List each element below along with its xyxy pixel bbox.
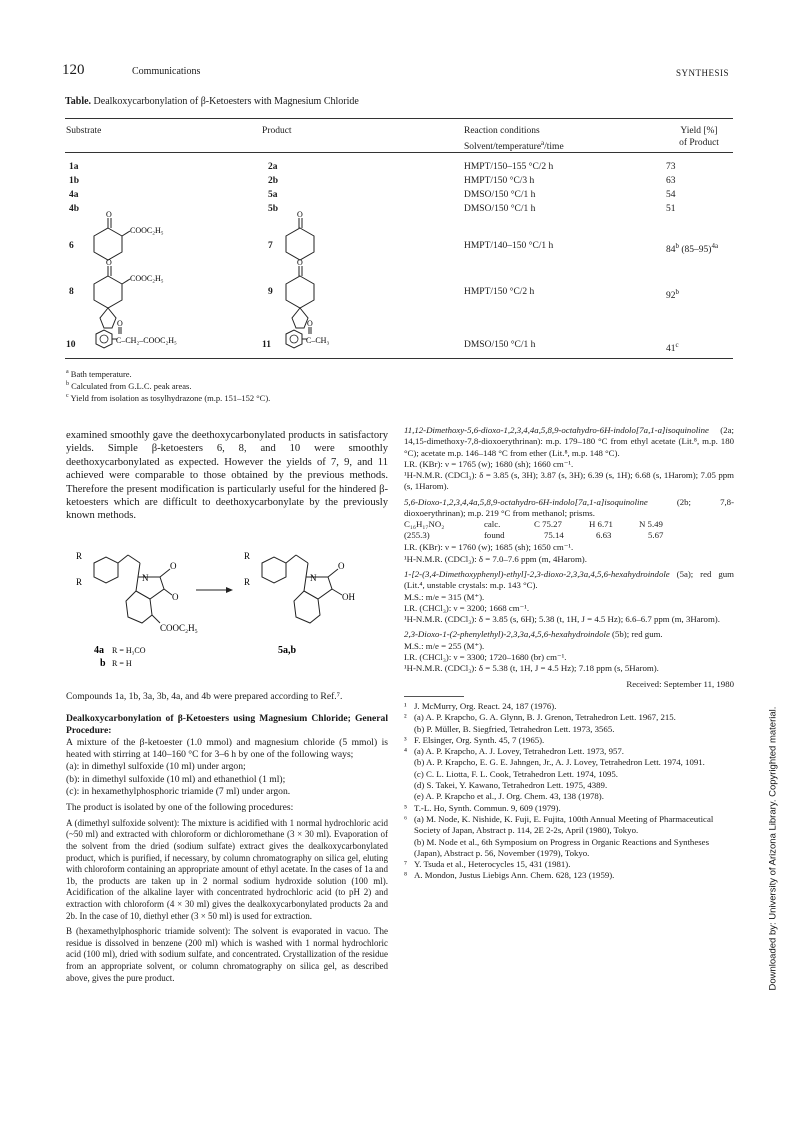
table-row-yield: 84$^b$ $(85-95)^{4a}$ (666, 242, 719, 256)
reference-item: (b) A. P. Krapcho, E. G. E. Jahngen, Jr., A. J. Lovey, Tetrahedron Lett. 1974, 1091. (414, 757, 705, 768)
structure-10 (84, 319, 254, 354)
n-label: N (310, 573, 317, 583)
table-header-rule (65, 152, 733, 153)
table-row-substrate: 6 (69, 241, 74, 251)
reference-item: ² (a) A. P. Krapcho, G. A. Glynn, B. J. Grenon, Tetrahedron Lett. 1967, 215. (404, 712, 676, 723)
oxygen-label: O (297, 210, 303, 219)
r-label: R (76, 551, 83, 561)
table-row-yield: 41$^c$ (666, 341, 679, 355)
table-row-conditions: HMPT/140–150 °C/1 h (464, 241, 554, 251)
elemental-analysis: C₁₆H₁₇NO₂ (255.3) calc. found C 75.27 75.14 H 6.71 6.63 N 5.49 5.67 (404, 519, 664, 541)
journal-name: SYNTHESIS (675, 68, 729, 78)
table-row-substrate: 4a (69, 190, 79, 200)
o-label: O (172, 592, 179, 602)
reference-item: ⁵ T.-L. Ho, Synth. Commun. 9, 609 (1979). (404, 802, 561, 813)
table-row-substrate: 1a (69, 162, 79, 172)
table-row-conditions: HMPT/150 °C/3 h (464, 176, 535, 186)
table-row-conditions: HMPT/150–155 °C/2 h (464, 162, 554, 172)
table-row-substrate: 1b (69, 176, 80, 186)
reference-item: ⁷ Y. Tsuda et al., Heterocycles 15, 431 (1981). (404, 859, 571, 870)
table-row-substrate: 4b (69, 204, 80, 214)
r-label: R (76, 577, 83, 587)
reaction-scheme (66, 545, 386, 675)
body-paragraph: examined smoothly gave the deethoxycarbonylated products in satisfactory yields. Simple β-ketoesters 6, 8, and 10 were smoothly deethoxycarbonylated as expected. However the yields of 7, 9, and 11 achieved were comparable to those obtained by the previous methods. Therefore the present modification is particularly useful for the hindered β-ketoesters which are difficult to deethoxycarbonylate by the previously known methods. (66, 430, 388, 522)
header-conditions: Reaction conditions Solvent/temperature$^a$/time (464, 126, 564, 153)
table-row-yield: 63 (666, 176, 676, 186)
chain-label: C–CH₃ (306, 336, 330, 345)
table-row-product: 5b (268, 204, 279, 214)
table-row-product: 2a (268, 162, 278, 172)
oxygen-label: O (106, 210, 112, 219)
table-row-substrate: 10 (66, 340, 76, 350)
section-title: Communications (132, 66, 201, 77)
left-text: Compounds 1a, 1b, 3a, 3b, 4a, and 4b were prepared according to Ref.⁷. Dealkoxycarbonylation of β-Ketoesters using Magnesium Chloride; General Procedure: A mixture of the β-ketoester (1.0 mmol) and magnesium chloride (5 mmol) is heated with stirring at 140–160 °C for 3–6 h by one of the following ways; (a): in dimethyl sulfoxide (10 ml) under argon; (b): in dimethyl sulfoxide (10 ml) and ethanethiol (1 ml); (c): in hexamethylphosphoric triamide (7 ml) under argon. The product is isolated by one of the following procedures: A (dimethyl sulfoxide solvent): The mixture is acidified with 1 normal hydrochloric acid (~50 ml) and extracted with chloroform or dichloromethane (3 × 30 ml). Evaporation of the solvent from the dried (sodium sulfate) extract gives the dealkoxycarbonylated product, which is purified, if necessary, by column chromatography on silica gel, eluting with chloroform containing an appropriate amount of ethyl acetate. In the cases of 1a and 1b, the products are taken up in 2 normal sodium hydroxide solution (100 ml). Acidification of the alkaline layer with concentrated hydrochloric acid (to pH 2) and extraction with chloroform (4 × 30 ml) gives the dealkoxycarbonylated products 2a and 2b. In the case of 10, diethyl ether (3 × 50 ml) is used for extraction. B (hexamethylphosphoric triamide solvent): The solvent is evaporated in vacuo. The residue is dissolved in benzene (200 ml) which is washed with 1 normal hydrochloric acid (100 ml), dried with sodium sulfate, and concentrated. Crystallization of the residue from an appropriate solvent, or column chromatography on silica gel, as described above, gives the pure product. (66, 691, 388, 983)
table-row-product: 5a (268, 190, 278, 200)
header-product: Product (262, 126, 292, 136)
table-footnote: $^a$ Bath temperature. (66, 368, 132, 379)
table-row-product: 2b (268, 176, 279, 186)
oxygen-label: O (106, 258, 112, 267)
table-row-product: 7 (268, 241, 273, 251)
table-row-substrate: 8 (69, 287, 74, 297)
ester-label: COOC₂H₅ (130, 226, 164, 235)
structure-11 (274, 319, 354, 354)
table-row-yield: 92$^b$ (666, 288, 679, 302)
reference-item: (d) S. Takei, Y. Kawano, Tetrahedron Lett. 1975, 4389. (414, 780, 608, 791)
table-row-product: 11 (262, 340, 271, 350)
reference-item: (c) C. L. Liotta, F. L. Cook, Tetrahedron Lett. 1974, 1095. (414, 768, 618, 779)
r-label: R (244, 551, 251, 561)
table-row-yield: 51 (666, 204, 676, 214)
substituent-label: R = H₃CO (112, 646, 146, 655)
header-yield: Yield [%] of Product (679, 126, 719, 148)
table-footnote: $^c$ Yield from isolation as tosylhydrazone (m.p. 151–152 °C). (66, 392, 271, 403)
compound-label: 4a (94, 645, 104, 656)
table-row-product: 9 (268, 287, 273, 297)
table-row-conditions: DMSO/150 °C/1 h (464, 340, 536, 350)
table-bottom-rule (65, 358, 733, 359)
reference-item: ¹ J. McMurry, Org. React. 24, 187 (1976). (404, 700, 557, 711)
o-label: O (170, 561, 177, 571)
table-row-conditions: HMPT/150 °C/2 h (464, 287, 535, 297)
reference-item: ⁴ (a) A. P. Krapcho, A. J. Lovey, Tetrahedron Lett. 1973, 957. (404, 746, 624, 757)
oxygen-label: O (307, 319, 313, 328)
reference-item: (b) P. Müller, B. Siegfried, Tetrahedron Lett. 1973, 3565. (414, 723, 615, 734)
r-label: R (244, 577, 251, 587)
compound-label: b (100, 658, 106, 669)
table-row-yield: 54 (666, 190, 676, 200)
structure-7 (280, 210, 330, 269)
compound-label: 5a,b (278, 645, 297, 656)
download-watermark: Downloaded by: University of Arizona Library. Copyrighted material. (767, 706, 779, 991)
header-substrate: Substrate (66, 126, 102, 136)
right-text: 11,12-Dimethoxy-5,6-dioxo-1,2,3,4,4a,5,8,9-octahydro-6H-indolo[7a,1-a]isoquinoline (2a; 14,15-dimethoxy-7,8-dioxoerythrinan): m.p. 179–180 °C from ethyl acetate (Lit.⁸, m.p. 180 °C); acetate m.p. 146–148 °C from ether (Lit.⁸, m.p. 148 °C). I.R. (KBr): ν = 1765 (w); 1680 (sh); 1660 cm⁻¹. ¹H-N.M.R. (CDCl₃): δ = 3.85 (s, 3H); 3.87 (s, 3H); 6.39 (s, 1H); 6.68 (s, 1Harom); 7.05 ppm (s, 1Harom). 5,6-Dioxo-1,2,3,4,4a,5,8,9-octahydro-6H-indolo[7a,1-a]isoquinoline (2b; 7,8-dioxoerythrinan); m.p. 219 °C from methanol; prisms. C₁₆H₁₇NO₂ (255.3) calc. found C 75.27 75.14 H 6.71 6.63 N 5.49 5.67 I.R. (KBr): ν = 1760 (w); 1685 (sh); 1650 cm⁻¹. ¹H-N.M.R. (CDCl₃): δ = 7.0–7.6 ppm (m, 4Harom). 1-[2-(3,4-Dimethoxyphenyl)-ethyl]-2,3-dioxo-2,3,3a,4,5,6-hexahydroindole (5a); red gum (Lit.⁴, unstable crystals: m.p. 143 °C). M.S.: m/e = 315 (M⁺). I.R. (CHCl₃): ν = 3200; 1668 cm⁻¹. ¹H-N.M.R. (CDCl₃): δ = 3.85 (s, 6H); 5.38 (t, 1H, J = 4.5 Hz); 6.6–6.7 ppm (m, 3Harom). 2,3-Dioxo-1-(2-phenylethyl)-2,3,3a,4,5,6-hexahydroindole (5b); red gum. M.S.: m/e = 255 (M⁺). I.R. (CHCl₃): ν = 3300; 1720–1680 (br) cm⁻¹. ¹H-N.M.R. (CDCl₃): δ = 5.38 (t, 1H, J = 4.5 Hz); 7.18 ppm (s, 5Harom). Received: September 11, 1980 ¹ J. McMurry, Org. React. 24, 187 (1976). ² (a) A. P. Krapcho, G. A. Glynn, B. J. Grenon, Tetrahedron Lett. 1967, 215. (b) P. Müller, B. Siegfried, Tetrahedron Lett. 1973, 3565. ³ F. Elsinger, Org. Synth. 45, 7 (1965). ⁴ (a) A. P. Krapcho, A. J. Lovey, Tetrahedron Lett. 1973, 957. (b) A. P. Krapcho, E. G. E. Jahngen, Jr., A. J. Lovey, Tetrahedron Lett. 1974, 1091. (c) C. L. Liotta, F. L. Cook, Tetrahedron Lett. 1974, 1095. (d) S. Takei, Y. Kawano, Tetrahedron Lett. 1975, 4389. (e) A. P. Krapcho et al., J. Org. Chem. 43, 138 (1978). ⁵ T.-L. Ho, Synth. Commun. 9, 609 (1979). ⁶ (a) M. Node, K. Nishide, K. Fuji, E. Fujita, 100th Annual Meeting of Pharmaceutical Society of Japan, Abstract p. 114, 2E 2-2s, April (1980), Tokyo. (b) M. Node et al., 6th Symposium on Progress in Organic Reactions and Syntheses (Japan), Abstract p. 56, November (1979), Tokyo. ⁷ Y. Tsuda et al., Heterocycles 15, 431 (1981). ⁸ A. Mondon, Justus Liebigs Ann. Chem. 628, 123 (1959). (404, 425, 734, 881)
table-row-conditions: DMSO/150 °C/1 h (464, 204, 536, 214)
chain-label: C–CH₂–COOC₂H₅ (116, 336, 177, 345)
oh-label: OH (342, 592, 355, 602)
references-list (404, 701, 734, 882)
reference-item: (b) M. Node et al., 6th Symposium on Progress in Organic Reactions and Syntheses (Japan), Abstract p. 56, November (1979), Tokyo. (414, 836, 709, 858)
reference-item: ⁸ A. Mondon, Justus Liebigs Ann. Chem. 628, 123 (1959). (404, 870, 615, 881)
reference-item: ³ F. Elsinger, Org. Synth. 45, 7 (1965). (404, 734, 545, 745)
oxygen-label: O (297, 258, 303, 267)
received-date: Received: September 11, 1980 (626, 678, 734, 689)
ester-label: COOC₂H₅ (130, 274, 164, 283)
reference-item: (e) A. P. Krapcho et al., J. Org. Chem. 43, 138 (1978). (414, 791, 604, 802)
table-title: Table. Dealkoxycarbonylation of β-Ketoesters with Magnesium Chloride (65, 96, 359, 107)
page-number: 120 (62, 62, 85, 78)
table-row-yield: 73 (666, 162, 676, 172)
table-top-rule (65, 118, 733, 119)
oxygen-label: O (117, 319, 123, 328)
table-row-conditions: DMSO/150 °C/1 h (464, 190, 536, 200)
ester-label: COOC₂H₅ (160, 623, 198, 633)
table-footnote: $^b$ Calculated from G.L.C. peak areas. (66, 380, 192, 391)
reference-item: ⁶ (a) M. Node, K. Nishide, K. Fuji, E. Fujita, 100th Annual Meeting of Pharmaceutical Society of Japan, Abstract p. 114, 2E 2-2s, April (1980), Tokyo. (404, 813, 714, 836)
structure-6 (88, 210, 178, 269)
n-label: N (142, 573, 149, 583)
o-label: O (338, 561, 345, 571)
substituent-label: R = H (112, 659, 132, 668)
